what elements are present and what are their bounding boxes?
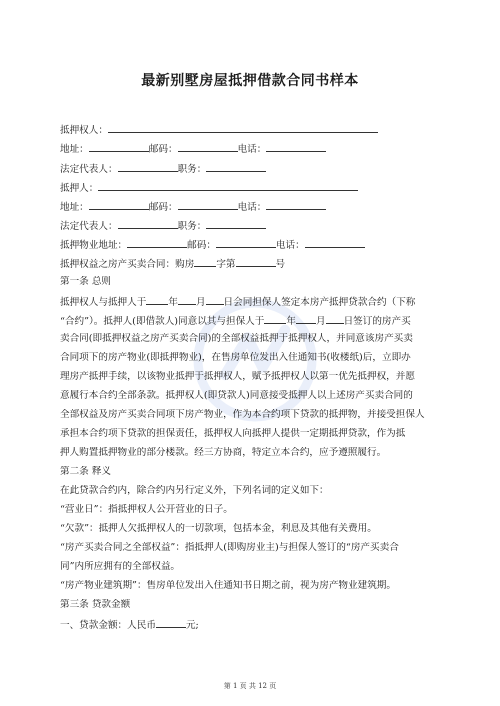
postcode-label: 邮码： (148, 202, 178, 213)
contract-prefix-blank (194, 257, 216, 267)
day-blank (326, 314, 344, 324)
property-address-line (60, 238, 450, 252)
month-label: 月 (315, 316, 326, 327)
year-label: 年 (286, 316, 296, 327)
legal-rep-blank (118, 162, 178, 172)
article-2-line-4: “房产买卖合同之全部权益”：指抵押人(即购房业主)与担保人签订的“房产买卖合 (60, 542, 399, 553)
article-2-heading: 第二条 释义 (60, 466, 112, 477)
phone-label: 电话： (237, 144, 267, 155)
article-1-line-1 (60, 295, 450, 309)
article-3-heading: 第三条 贷款金额 (60, 599, 131, 610)
postcode-label: 邮码： (148, 144, 178, 155)
article-1-line-3: 卖合同(即抵押权益之房产买卖合同)的全部权益抵押于抵押权人，并同意该房产买卖 (60, 333, 413, 344)
phone-label: 电话： (275, 240, 305, 251)
phone-blank (266, 200, 326, 210)
year-label: 年 (168, 297, 178, 308)
mortgagor-address-line (60, 200, 450, 214)
legal-rep-label: 法定代表人： (60, 221, 118, 232)
mortgagor-line (60, 181, 450, 195)
sale-contract-line (60, 257, 450, 271)
mortgagee-label: 抵押权人： (60, 125, 108, 136)
day-blank (206, 295, 224, 305)
text-span: 一、贷款金额：人民币 (60, 620, 156, 631)
article-2-line-5: 同”内所应拥有的全部权益。 (60, 561, 181, 572)
text-span: 元; (185, 620, 199, 631)
article-2-line-1: 在此贷款合约内，除合约内另行定义外，下列名词的定义如下： (60, 485, 329, 496)
month-blank (178, 295, 196, 305)
article-2-line-3: “欠款”：抵押人欠抵押权人的一切款项，包括本金，利息及其他有关费用。 (60, 523, 377, 534)
contract-no-label: 字第 (216, 259, 236, 270)
legal-rep-blank (118, 219, 178, 229)
phone-blank (305, 238, 365, 248)
sale-contract-label: 抵押权益之房产买卖合同：购房 (60, 259, 195, 270)
article-1-line-9: 押人购置抵押物业的部分楼款。经三方协商，特定立本合约，应予遵照履行。 (60, 447, 387, 458)
article-2-line-6: “房产物业建筑期”：售房单位发出入住通知书日期之前，视为房产物业建筑期。 (60, 580, 396, 591)
property-address-label: 抵押物业地址： (60, 240, 128, 251)
contract-suffix-label: 号 (275, 259, 286, 270)
article-2-line-2: “营业日”：指抵押权人公开营业的日子。 (60, 504, 233, 515)
article-1-line-7: 全部权益及房产买卖合同项下房产物业，作为本合约项下贷款的抵押物，并接受担保人 (60, 409, 425, 420)
position-blank (206, 162, 266, 172)
article-1-line-6: 意履行本合约全部条款。抵押权人(即贷款人)同意接受抵押人以上述房产买卖合同的 (60, 390, 413, 401)
postcode-blank (178, 142, 238, 152)
mortgagee-rep-line (60, 162, 450, 176)
loan-amount-blank (156, 618, 186, 628)
mortgagee-blank (108, 123, 378, 133)
contract-number-blank (236, 257, 276, 267)
text-span: 抵押权人与抵押人于 (60, 297, 147, 308)
article-1-line-2 (60, 314, 450, 328)
article-1-line-8: 承担本合约项下贷款的担保责任，抵押权人向抵押人提供一定期抵押贷款，作为抵 (60, 428, 406, 439)
mortgagee-address-line (60, 142, 450, 156)
mortgagor-label: 抵押人： (60, 183, 99, 194)
month-blank (296, 314, 316, 324)
position-label: 职务： (177, 164, 207, 175)
property-address-blank (127, 238, 187, 248)
phone-blank (266, 142, 326, 152)
text-span: 日会同担保人签定本房产抵押贷款合约（下称 (223, 297, 416, 308)
address-blank (89, 200, 149, 210)
page-footer: 第 1 页 共 12 页 (223, 682, 277, 690)
article-1-heading: 第一条 总则 (60, 276, 112, 287)
text-span: 日签订的房产买 (343, 316, 411, 327)
year-blank (146, 295, 168, 305)
article-3-line-1 (60, 618, 450, 632)
mortgagor-blank (98, 181, 358, 191)
position-label: 职务： (177, 221, 207, 232)
postcode-label: 邮码： (187, 240, 216, 251)
postcode-blank (216, 238, 276, 248)
mortgagor-rep-line (60, 219, 450, 233)
address-label: 地址： (60, 144, 89, 155)
article-1-line-4: 合同项下的房产物业(即抵押物业)，在售房单位发出入住通知书(收楼纸)后，立即办 (60, 352, 411, 363)
mortgagee-line (60, 123, 450, 137)
text-span: “合约”）。抵押人(即借款人)同意以其与担保人于 (60, 316, 265, 327)
postcode-blank (178, 200, 238, 210)
position-blank (206, 219, 266, 229)
legal-rep-label: 法定代表人： (60, 164, 118, 175)
phone-label: 电话： (237, 202, 267, 213)
article-1-line-5: 理房产抵押手续，以该物业抵押于抵押权人，赋予抵押权人以第一优先抵押权，并愿 (60, 371, 415, 382)
address-label: 地址： (60, 202, 89, 213)
address-blank (89, 142, 149, 152)
document-title: 最新别墅房屋抵押借款合同书样本 (141, 73, 359, 89)
month-label: 月 (195, 297, 206, 308)
year-blank (264, 314, 286, 324)
